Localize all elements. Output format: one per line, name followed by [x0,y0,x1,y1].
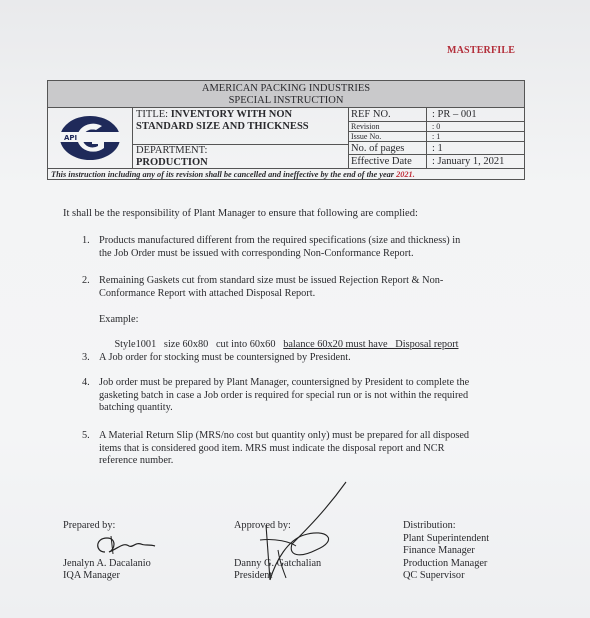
effective-date-value: : January 1, 2021 [432,156,505,167]
company-name: AMERICAN PACKING INDUSTRIES [201,83,371,94]
revision-row [348,122,524,132]
example-label: Example: [99,314,139,325]
approved-by-block [234,520,321,583]
item-line: items that is considered good item. MRS must indicate the disposal report and NCR [99,442,445,454]
prepared-by-title: IQA Manager [63,570,120,581]
issue-label: Issue No. [351,132,382,141]
prepared-by-label: Prepared by: [63,520,116,531]
company-logo [58,114,122,162]
department-label: DEPARTMENT: [136,145,208,156]
approved-by-label: Approved by: [234,520,291,531]
distribution-item: Production Manager [403,557,488,569]
effective-date-label: Effective Date [351,156,412,167]
prepared-signature [89,532,169,558]
item-line: A Material Return Slip (MRS/no cost but quantity only) must be prepared for all disposed [99,430,470,441]
department-value: PRODUCTION [136,156,208,168]
item-line: Conformance Report with attached Disposal Report. [99,287,316,299]
effective-date-row [348,155,524,168]
item-number: 3. [82,352,90,363]
masterfile-stamp: MASTERFILE [447,45,516,56]
validity-notice-text: This instruction including any of its revision shall be cancelled and ineffective by the end of the year [51,170,397,179]
item-line: Products manufactured different from the required specifications (size and thickness) in [99,235,461,246]
ref-no-row [348,108,524,122]
reference-cell [348,108,524,168]
ref-no-value: : PR – 001 [432,109,477,120]
item-number: 5. [82,430,90,441]
distribution-label: Distribution: [403,520,456,531]
title-cell [132,108,349,168]
logo-text: API [64,134,78,142]
distribution-item: Plant Superintendent [403,532,490,544]
distribution-item: Finance Manager [403,545,475,556]
distribution-item: QC Supervisor [403,570,465,581]
title-line-1: INVENTORY WITH NON [170,109,293,120]
document-header-table [47,80,525,180]
validity-notice [48,168,524,179]
item-line: Job order must be prepared by Plant Manager, countersigned by President to complete the [99,377,470,388]
title-label: TITLE: [136,109,169,120]
header-title-band [48,81,524,108]
item-line: reference number. [99,455,174,466]
issue-value: : 1 [432,132,441,141]
pages-value: : 1 [432,143,443,154]
prepared-by-block [63,520,151,583]
revision-label: Revision [351,122,380,131]
item-number: 2. [82,275,90,286]
title-line-2: STANDARD SIZE AND THICKNESS [136,121,309,132]
approved-by-title: President [234,570,273,581]
pages-label: No. of pages [351,143,405,154]
document-type: SPECIAL INSTRUCTION [228,95,344,106]
example-underlined: balance 60x20 must have Disposal report [283,339,459,350]
item-number: 1. [82,235,90,246]
logo-cell [48,108,133,168]
item-line: batching quantity. [99,402,173,413]
item-line: gasketing batch in case a Job order is required for special run or is not within the required [99,389,469,401]
validity-notice-year: 2021. [396,170,415,179]
issue-row [348,132,524,142]
approved-by-name: Danny G. Gatchalian [234,557,322,569]
distribution-block [403,520,489,583]
item-line: Remaining Gaskets cut from standard size must be issued Rejection Report & Non- [99,275,444,286]
item-number: 4. [82,377,90,388]
pages-row [348,142,524,155]
item-line: the Job Order must be issued with corresponding Non-Conformance Report. [99,247,414,259]
ref-no-label: REF NO. [351,109,391,120]
item-line: A Job order for stocking must be countersigned by President. [99,352,351,363]
intro-text: It shall be the responsibility of Plant Manager to ensure that following are complied: [63,208,418,219]
approved-signature [236,480,366,590]
revision-value: : 0 [432,122,441,131]
prepared-by-name: Jenalyn A. Dacalanio [63,557,151,569]
example-text: Style1001 size 60x80 cut into 60x60 [114,339,276,350]
